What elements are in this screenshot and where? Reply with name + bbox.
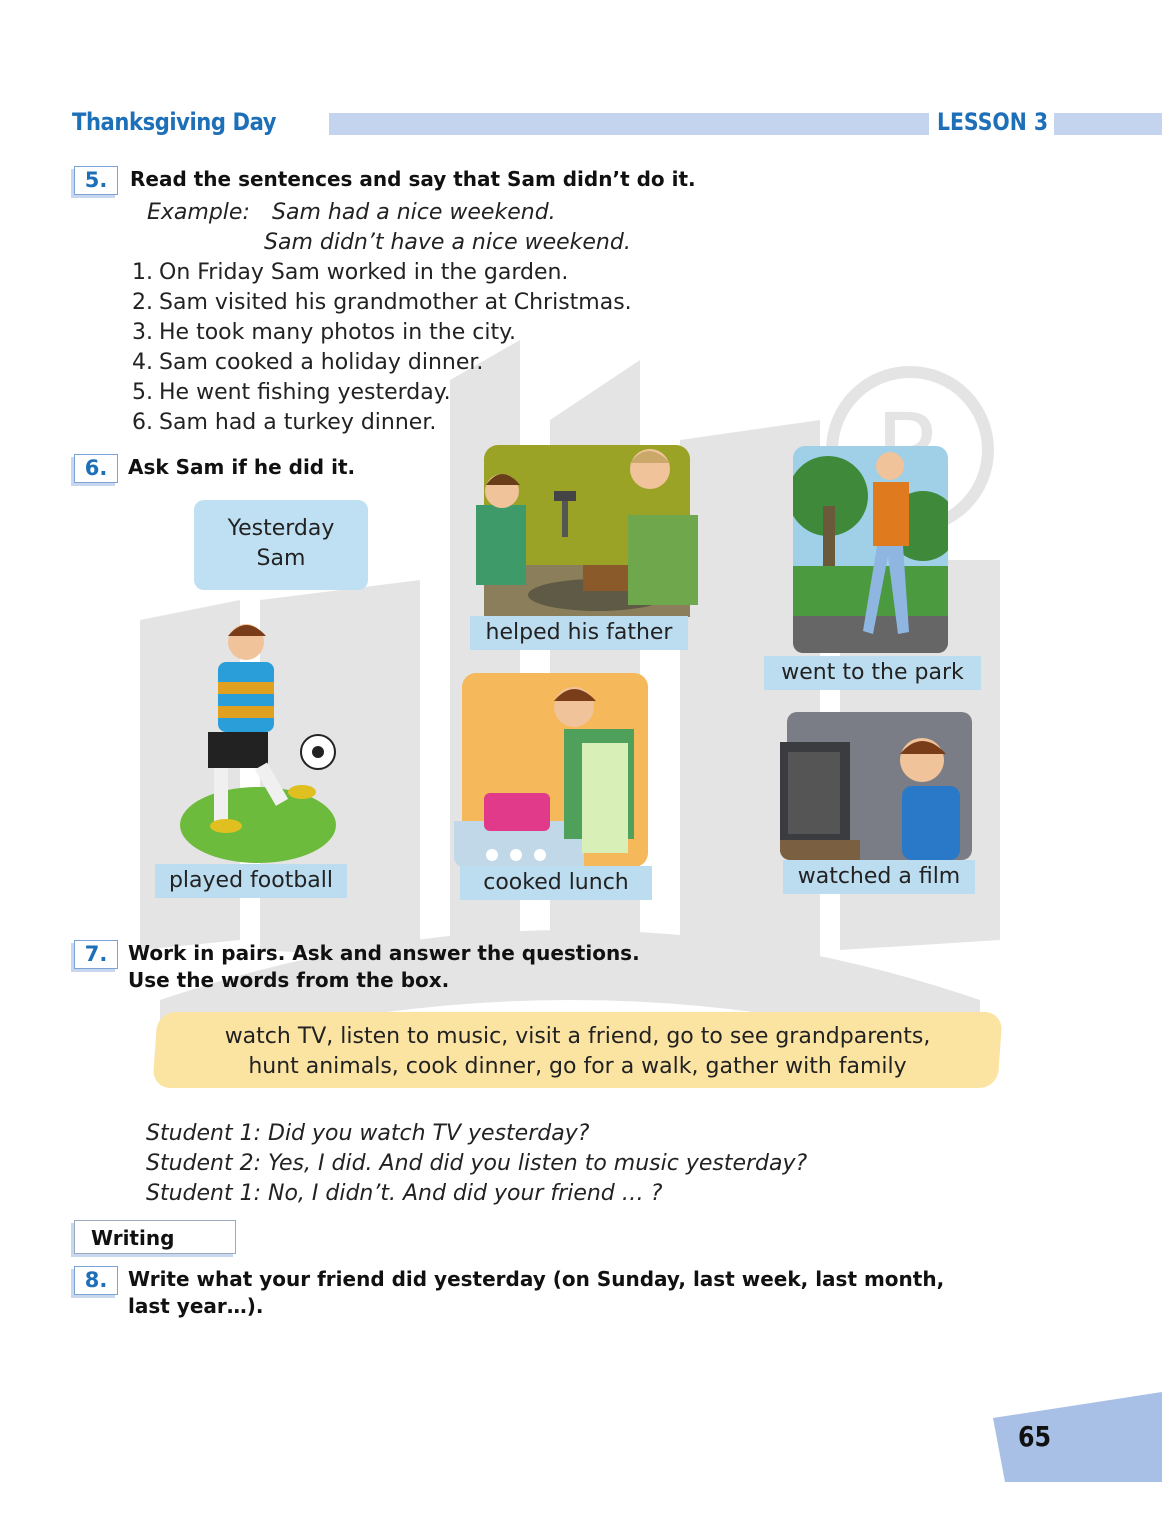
caption-went-to-the-park: went to the park [764, 656, 981, 690]
dialogue-line: Student 1: No, I didn’t. And did your friend … ? [146, 1181, 663, 1206]
list-item: 4. Sam cooked a holiday dinner. [132, 350, 484, 375]
exercise-5-instruction: Read the sentences and say that Sam didn’t do it. [130, 167, 696, 191]
exercise-number-7: 7. [74, 940, 118, 969]
example-label: Example: [147, 200, 250, 225]
sentence-list [132, 258, 632, 438]
list-item: 6. Sam had a turkey dinner. [132, 410, 437, 435]
exercise-6-instruction: Ask Sam if he did it. [128, 455, 356, 479]
exercise-7-instruction-line-1: Work in pairs. Ask and answer the questions. [128, 941, 640, 965]
example-line-1: Sam had a nice weekend. [272, 200, 556, 225]
caption-played-football: played football [155, 864, 347, 898]
unit-title: Thanksgiving Day [72, 108, 277, 136]
football-illustration [178, 620, 338, 865]
exercise-8-instruction-line-2: last year…). [128, 1294, 264, 1318]
exercise-8-instruction-line-1: Write what your friend did yesterday (on Sunday, last week, last month, [128, 1267, 945, 1291]
caption-helped-his-father: helped his father [470, 616, 688, 650]
caption-cooked-lunch: cooked lunch [460, 866, 652, 900]
exercise-number-8: 8. [74, 1266, 118, 1295]
page-number: 65 [1018, 1420, 1052, 1453]
park-illustration [793, 446, 948, 653]
header-bar [329, 113, 929, 135]
lesson-label: LESSON 3 [937, 108, 1049, 136]
watching-tv-illustration [780, 712, 972, 860]
header-bar-right [1054, 113, 1162, 135]
exercise-7-instruction-line-2: Use the words from the box. [128, 968, 450, 992]
cooking-illustration [454, 673, 656, 867]
exercise-number-5: 5. [74, 166, 118, 195]
word-box-text: watch TV, listen to music, visit a friend, go to see grandparents, hunt animals, cook dinner, go for a walk, gather with family [224, 1024, 931, 1079]
caption-watched-a-film: watched a film [783, 860, 975, 894]
dialogue-line: Student 1: Did you watch TV yesterday? [146, 1121, 590, 1146]
example-line-2: Sam didn’t have a nice weekend. [264, 230, 631, 255]
dialogue-line: Student 2: Yes, I did. And did you listen to music yesterday? [146, 1151, 808, 1176]
yesterday-sam-label: Yesterday Sam [194, 500, 368, 590]
list-item: 2. Sam visited his grandmother at Christmas. [132, 290, 632, 315]
exercise-number-6: 6. [74, 454, 118, 483]
list-item: 1. On Friday Sam worked in the garden. [132, 260, 569, 285]
helped-father-illustration [468, 445, 700, 617]
list-item: 5. He went fishing yesterday. [132, 380, 451, 405]
list-item: 3. He took many photos in the city. [132, 320, 516, 345]
writing-section-label: Writing [74, 1220, 236, 1254]
